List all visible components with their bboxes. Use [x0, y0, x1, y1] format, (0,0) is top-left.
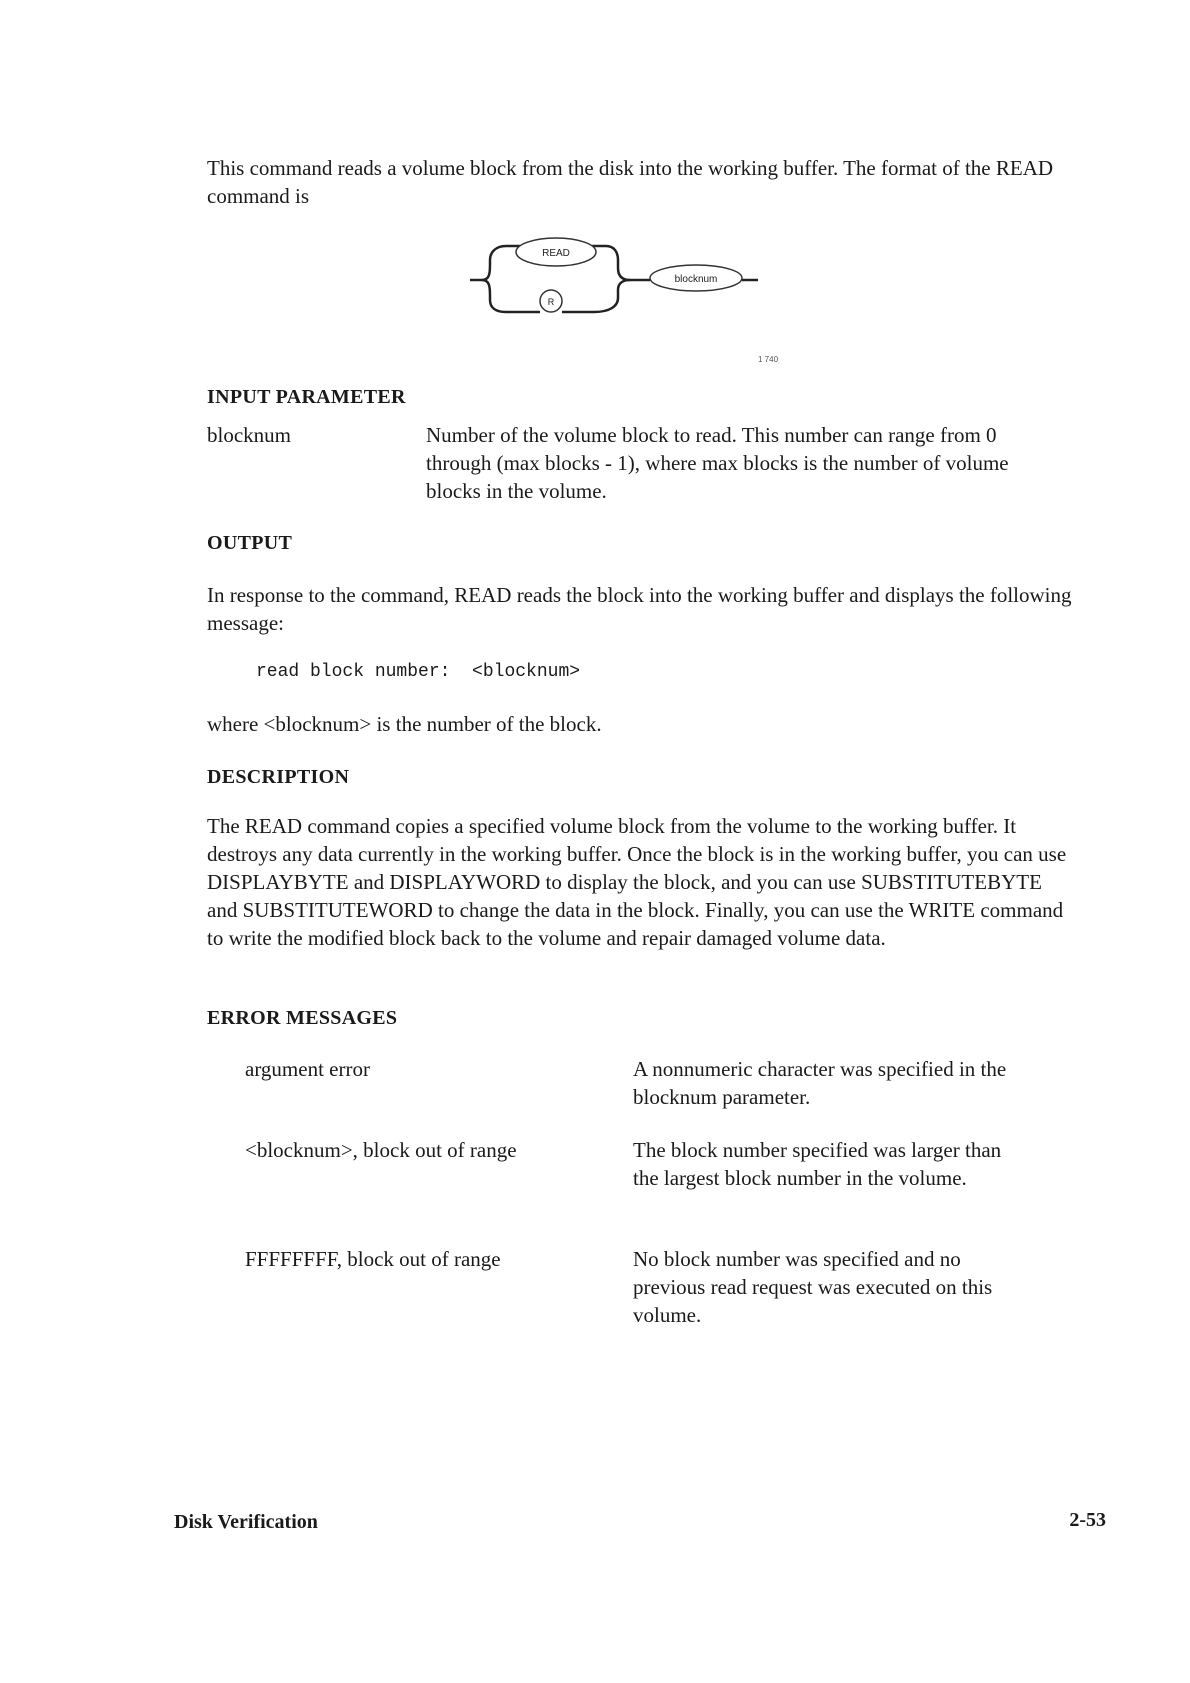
- input-parameter-heading: INPUT PARAMETER: [207, 386, 406, 408]
- read-keyword-label: READ: [542, 248, 570, 259]
- output-text: In response to the command, READ reads the block into the working buffer and displays the following message:: [207, 583, 1072, 635]
- parameter-name: blocknum: [207, 423, 291, 447]
- page-number: 2-53: [1069, 1509, 1106, 1531]
- output-heading: OUTPUT: [207, 532, 293, 554]
- error-explanation: No block number was specified and no previous read request was executed on this volume.: [633, 1247, 993, 1327]
- error-explanation: The block number specified was larger than the largest block number in the volume.: [633, 1138, 1002, 1190]
- error-message: <blocknum>, block out of range: [245, 1138, 517, 1162]
- output-message-code: read block number: <blocknum>: [256, 662, 581, 682]
- error-message: FFFFFFFF, block out of range: [245, 1247, 501, 1271]
- description-heading: DESCRIPTION: [207, 766, 350, 788]
- figure-number: 1 740: [758, 355, 779, 364]
- syntax-diagram: [460, 228, 800, 378]
- output-where-text: where <blocknum> is the number of the block.: [207, 712, 602, 736]
- description-text: The READ command copies a specified volume block from the volume to the working buffer. It destroys any data currently in the working buffer. Once the block is in the working buffer, you can use DISPLAYBYTE and DISPLAYWORD to display the block, and you can use SUBSTITUTEBYTE and SUBSTITUTEWORD to change the data in the block. Finally, you can use the WRITE command to write the modified block back to the volume and repair damaged volume data.: [207, 814, 1067, 950]
- error-messages-heading: ERROR MESSAGES: [207, 1007, 398, 1029]
- error-explanation: A nonnumeric character was specified in the blocknum parameter.: [633, 1057, 1007, 1109]
- footer-section-title: Disk Verification: [174, 1511, 318, 1533]
- blocknum-param-label: blocknum: [674, 274, 718, 285]
- r-keyword-label: R: [547, 297, 555, 307]
- error-message: argument error: [245, 1057, 370, 1081]
- intro-paragraph: This command reads a volume block from the disk into the working buffer. The format of the READ command is: [207, 156, 1054, 208]
- parameter-description: Number of the volume block to read. This number can range from 0 through (max blocks - 1), where max blocks is the number of volume blocks in the volume.: [426, 423, 1009, 503]
